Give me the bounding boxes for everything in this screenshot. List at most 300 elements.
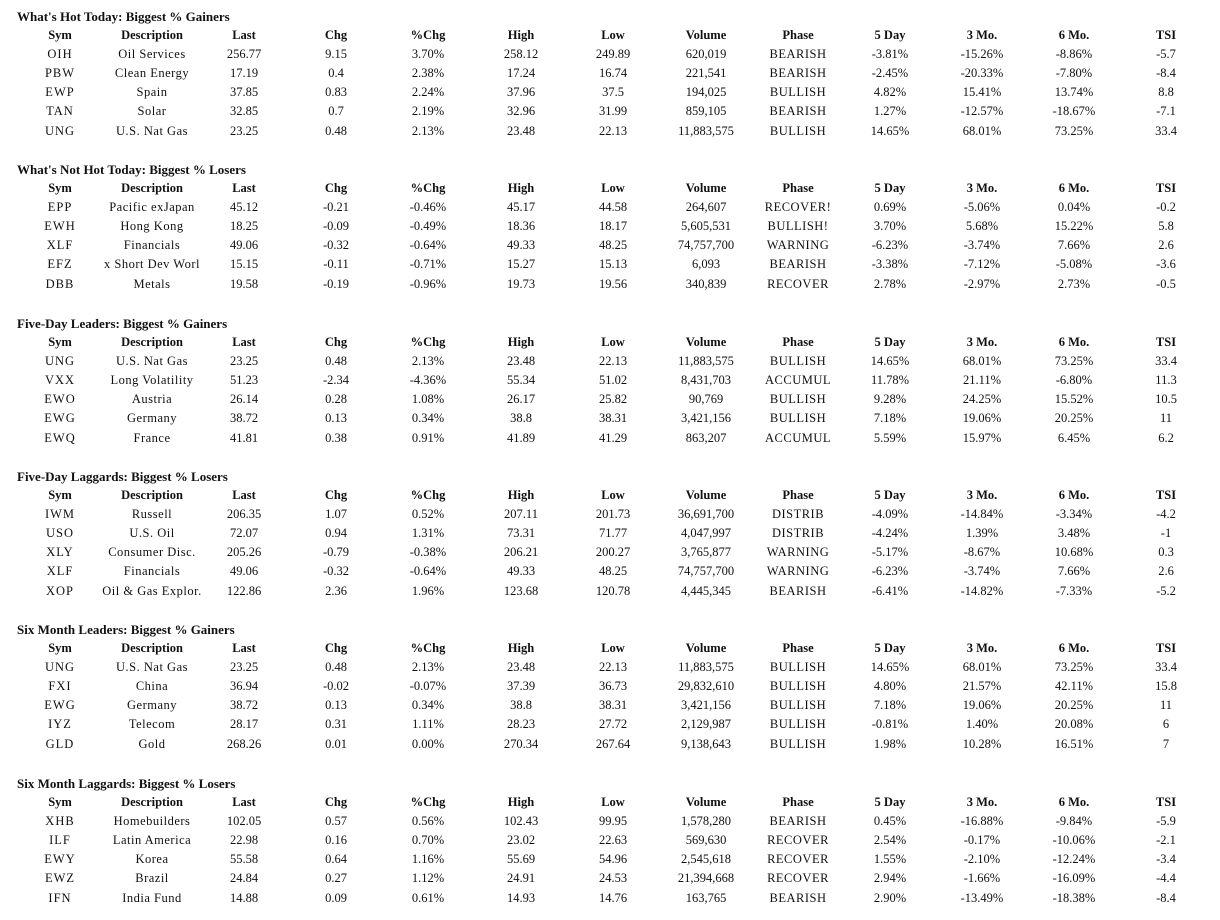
- cell-description: U.S. Nat Gas: [116, 123, 188, 138]
- cell-chg: 0.28: [325, 392, 347, 407]
- cell-six-month: 13.74%: [1054, 85, 1094, 100]
- column-header-tsi: TSI: [1155, 488, 1177, 502]
- column-header-pct-chg: %Chg: [410, 181, 446, 195]
- table-row: [0, 255, 1220, 274]
- cell-description: Homebuilders: [113, 814, 191, 828]
- table-row: [0, 236, 1220, 255]
- cell-tsi: 2.6: [1158, 238, 1174, 253]
- column-header-five-day: 5 Day: [874, 641, 906, 655]
- cell-volume: 11,883,575: [678, 354, 734, 368]
- cell-phase: BULLISH: [769, 85, 827, 100]
- cell-pct-chg: -0.49%: [409, 219, 447, 234]
- cell-last: 37.85: [229, 85, 259, 100]
- cell-pct-chg: -0.71%: [409, 257, 447, 272]
- cell-phase: DISTRIB: [771, 526, 825, 541]
- cell-high: 41.89: [506, 430, 536, 445]
- cell-chg: 1.07: [325, 507, 347, 521]
- cell-five-day: 0.69%: [873, 200, 907, 214]
- cell-six-month: 20.25%: [1054, 411, 1094, 426]
- cell-three-month: -8.67%: [963, 545, 1001, 560]
- cell-sym: DBB: [45, 276, 75, 291]
- column-header-description: Description: [121, 335, 183, 349]
- cell-volume: 340,839: [685, 276, 727, 291]
- table-header-row: [0, 179, 1220, 198]
- cell-phase: BEARISH: [769, 814, 827, 828]
- column-header-tsi: TSI: [1155, 795, 1177, 809]
- table-row: [0, 696, 1220, 715]
- cell-last: 17.19: [229, 66, 259, 81]
- cell-sym: EWP: [45, 85, 75, 100]
- cell-five-day: 1.98%: [873, 736, 907, 751]
- cell-sym: IFN: [48, 890, 72, 905]
- cell-five-day: -3.81%: [871, 47, 909, 61]
- cell-last: 49.06: [229, 238, 259, 253]
- cell-last: 41.81: [229, 430, 259, 445]
- cell-sym: EWZ: [44, 871, 76, 886]
- column-header-six-month: 6 Mo.: [1058, 488, 1090, 502]
- cell-volume: 859,105: [685, 104, 727, 119]
- cell-last: 23.25: [229, 354, 259, 368]
- cell-low: 54.96: [598, 852, 628, 867]
- cell-volume: 11,883,575: [678, 660, 734, 674]
- table-row: [0, 889, 1220, 908]
- cell-low: 25.82: [598, 392, 628, 407]
- cell-chg: 0.09: [325, 890, 347, 905]
- cell-pct-chg: 0.56%: [411, 814, 445, 828]
- table-row: [0, 812, 1220, 831]
- cell-low: 267.64: [595, 736, 631, 751]
- cell-last: 24.84: [229, 871, 259, 886]
- cell-volume: 221,541: [685, 66, 727, 81]
- column-header-volume: Volume: [685, 641, 727, 655]
- cell-volume: 5,605,531: [681, 219, 731, 234]
- column-header-volume: Volume: [685, 181, 727, 195]
- column-header-sym: Sym: [48, 181, 72, 195]
- cell-last: 36.94: [229, 679, 259, 694]
- cell-volume: 264,607: [685, 200, 727, 214]
- cell-pct-chg: 0.52%: [411, 507, 445, 521]
- cell-low: 22.13: [598, 123, 628, 138]
- cell-six-month: 73.25%: [1054, 660, 1094, 674]
- cell-five-day: 3.70%: [873, 219, 907, 234]
- cell-chg: 0.01: [325, 736, 347, 751]
- cell-six-month: 20.25%: [1054, 698, 1094, 713]
- cell-sym: ILF: [49, 833, 71, 848]
- column-header-low: Low: [601, 28, 625, 42]
- cell-last: 206.35: [226, 507, 262, 521]
- cell-low: 18.17: [598, 219, 628, 234]
- column-header-low: Low: [601, 181, 625, 195]
- cell-low: 37.5: [602, 85, 624, 100]
- column-header-description: Description: [121, 28, 183, 42]
- cell-six-month: 6.45%: [1057, 430, 1091, 445]
- cell-tsi: -5.9: [1156, 814, 1176, 828]
- cell-tsi: -8.4: [1156, 890, 1176, 905]
- table-row: [0, 198, 1220, 217]
- cell-tsi: 2.6: [1158, 564, 1174, 579]
- table-row: [0, 122, 1220, 141]
- cell-last: 49.06: [229, 564, 259, 579]
- cell-six-month: -5.08%: [1055, 257, 1093, 272]
- cell-tsi: -7.1: [1156, 104, 1176, 119]
- cell-description: China: [135, 679, 169, 694]
- cell-tsi: 11.3: [1155, 373, 1177, 388]
- column-header-description: Description: [121, 641, 183, 655]
- cell-pct-chg: 1.11%: [412, 717, 444, 732]
- cell-tsi: 10.5: [1155, 392, 1177, 407]
- table-row: [0, 850, 1220, 869]
- column-header-six-month: 6 Mo.: [1058, 641, 1090, 655]
- table-header-row: [0, 639, 1220, 658]
- cell-phase: RECOVER: [767, 276, 829, 291]
- cell-high: 37.39: [506, 679, 536, 694]
- cell-description: Latin America: [112, 833, 192, 848]
- cell-tsi: 5.8: [1158, 219, 1174, 234]
- cell-last: 268.26: [226, 736, 262, 751]
- cell-six-month: -3.34%: [1055, 507, 1093, 521]
- cell-phase: BULLISH: [769, 660, 827, 674]
- cell-pct-chg: 0.34%: [411, 698, 445, 713]
- cell-sym: XLF: [46, 238, 74, 253]
- cell-five-day: -0.81%: [871, 717, 909, 732]
- cell-chg: 0.31: [325, 717, 347, 732]
- column-header-phase: Phase: [782, 28, 814, 42]
- column-header-high: High: [507, 488, 535, 502]
- cell-three-month: -20.33%: [960, 66, 1004, 81]
- cell-last: 15.15: [229, 257, 259, 272]
- column-header-last: Last: [232, 641, 256, 655]
- column-header-last: Last: [232, 181, 256, 195]
- cell-high: 32.96: [506, 104, 536, 119]
- cell-phase: RECOVER: [767, 871, 829, 886]
- cell-last: 23.25: [229, 123, 259, 138]
- cell-pct-chg: 0.00%: [411, 736, 445, 751]
- column-header-pct-chg: %Chg: [410, 28, 446, 42]
- cell-tsi: 33.4: [1155, 123, 1177, 138]
- cell-description: Clean Energy: [114, 66, 190, 81]
- cell-sym: EWO: [44, 392, 76, 407]
- column-header-pct-chg: %Chg: [410, 335, 446, 349]
- cell-five-day: 4.82%: [873, 85, 907, 100]
- column-header-six-month: 6 Mo.: [1058, 181, 1090, 195]
- cell-phase: BEARISH: [769, 104, 827, 119]
- cell-phase: BEARISH: [769, 890, 827, 905]
- table-row: [0, 390, 1220, 409]
- cell-three-month: -15.26%: [960, 47, 1004, 61]
- cell-six-month: 20.08%: [1054, 717, 1094, 732]
- cell-tsi: 33.4: [1155, 354, 1177, 368]
- column-header-six-month: 6 Mo.: [1058, 335, 1090, 349]
- cell-sym: EWG: [44, 698, 76, 713]
- cell-volume: 4,047,997: [681, 526, 731, 541]
- cell-five-day: 7.18%: [873, 698, 907, 713]
- cell-tsi: -1: [1160, 526, 1172, 541]
- cell-volume: 3,421,156: [681, 411, 731, 426]
- cell-phase: WARNING: [766, 545, 830, 560]
- cell-six-month: -18.38%: [1052, 890, 1096, 905]
- cell-sym: UNG: [44, 354, 76, 368]
- cell-three-month: -1.66%: [963, 871, 1001, 886]
- column-header-last: Last: [232, 795, 256, 809]
- cell-high: 123.68: [503, 583, 539, 598]
- cell-low: 38.31: [598, 698, 628, 713]
- cell-description: U.S. Oil: [129, 526, 175, 541]
- column-header-high: High: [507, 181, 535, 195]
- cell-pct-chg: 2.13%: [411, 123, 445, 138]
- cell-tsi: -5.7: [1156, 47, 1176, 61]
- cell-description: Long Volatility: [110, 373, 194, 388]
- cell-six-month: 16.51%: [1054, 736, 1094, 751]
- cell-five-day: -5.17%: [871, 545, 909, 560]
- table-row: [0, 505, 1220, 524]
- cell-five-day: 2.78%: [873, 276, 907, 291]
- cell-low: 48.25: [598, 238, 628, 253]
- cell-volume: 21,394,668: [677, 871, 735, 886]
- column-header-six-month: 6 Mo.: [1058, 28, 1090, 42]
- cell-sym: EWH: [44, 219, 76, 234]
- cell-pct-chg: 2.38%: [411, 66, 445, 81]
- cell-description: Pacific exJapan: [109, 200, 195, 214]
- cell-sym: EWY: [44, 852, 76, 867]
- cell-phase: BULLISH: [769, 698, 827, 713]
- cell-three-month: 68.01%: [962, 660, 1002, 674]
- table-row: [0, 543, 1220, 562]
- cell-description: Financials: [123, 564, 181, 579]
- cell-six-month: 0.04%: [1057, 200, 1091, 214]
- cell-sym: EWQ: [44, 430, 76, 445]
- table-header-row: [0, 333, 1220, 352]
- cell-sym: UNG: [44, 123, 76, 138]
- cell-low: 36.73: [598, 679, 628, 694]
- cell-pct-chg: -4.36%: [409, 373, 447, 388]
- cell-last: 28.17: [229, 717, 259, 732]
- cell-phase: BULLISH!: [767, 219, 829, 234]
- cell-phase: BEARISH: [769, 257, 827, 272]
- cell-three-month: -7.12%: [963, 257, 1001, 272]
- cell-chg: 0.83: [325, 85, 347, 100]
- cell-low: 200.27: [595, 545, 631, 560]
- cell-last: 205.26: [226, 545, 262, 560]
- cell-pct-chg: 1.16%: [411, 852, 445, 867]
- cell-high: 14.93: [506, 890, 536, 905]
- cell-last: 18.25: [229, 219, 259, 234]
- cell-pct-chg: -0.64%: [409, 238, 447, 253]
- section-title: Five-Day Leaders: Biggest % Gainers: [17, 316, 228, 331]
- cell-chg: 0.27: [325, 871, 347, 886]
- cell-high: 49.33: [506, 238, 536, 253]
- cell-tsi: -4.4: [1156, 871, 1176, 886]
- section-title: What's Hot Today: Biggest % Gainers: [17, 9, 230, 24]
- column-header-five-day: 5 Day: [874, 335, 906, 349]
- cell-description: U.S. Nat Gas: [116, 660, 188, 674]
- cell-pct-chg: -0.96%: [409, 276, 447, 291]
- cell-chg: -0.79: [322, 545, 350, 560]
- cell-high: 207.11: [504, 507, 538, 521]
- cell-high: 206.21: [503, 545, 539, 560]
- cell-three-month: -14.82%: [960, 583, 1004, 598]
- table-row: [0, 371, 1220, 390]
- column-header-low: Low: [601, 795, 625, 809]
- column-header-tsi: TSI: [1155, 28, 1177, 42]
- cell-three-month: 10.28%: [962, 736, 1002, 751]
- column-header-description: Description: [121, 181, 183, 195]
- table-header-row: [0, 26, 1220, 45]
- cell-pct-chg: 0.91%: [411, 430, 445, 445]
- cell-five-day: 5.59%: [873, 430, 907, 445]
- cell-phase: BEARISH: [769, 583, 827, 598]
- cell-five-day: -4.24%: [871, 526, 909, 541]
- table-header-row: [0, 793, 1220, 812]
- cell-tsi: -3.4: [1156, 852, 1176, 867]
- cell-sym: VXX: [44, 373, 76, 388]
- table-row: [0, 582, 1220, 601]
- column-header-tsi: TSI: [1155, 641, 1177, 655]
- table-header-row: [0, 486, 1220, 505]
- cell-low: 22.63: [598, 833, 628, 848]
- cell-high: 23.02: [506, 833, 536, 848]
- table-row: [0, 217, 1220, 236]
- cell-five-day: 4.80%: [873, 679, 907, 694]
- cell-volume: 4,445,345: [681, 583, 731, 598]
- table-row: [0, 409, 1220, 428]
- cell-last: 256.77: [226, 47, 262, 61]
- cell-last: 45.12: [229, 200, 259, 214]
- cell-five-day: -3.38%: [871, 257, 909, 272]
- cell-phase: BULLISH: [769, 679, 827, 694]
- cell-volume: 1,578,280: [681, 814, 731, 828]
- cell-pct-chg: 2.19%: [411, 104, 445, 119]
- table-row: [0, 275, 1220, 294]
- cell-low: 71.77: [598, 526, 628, 541]
- cell-sym: XLY: [46, 545, 74, 560]
- cell-tsi: -8.4: [1156, 66, 1176, 81]
- cell-six-month: -9.84%: [1055, 814, 1093, 828]
- column-header-five-day: 5 Day: [874, 28, 906, 42]
- cell-last: 38.72: [229, 698, 259, 713]
- column-header-high: High: [507, 641, 535, 655]
- cell-description: Spain: [136, 85, 168, 100]
- cell-tsi: -0.2: [1156, 200, 1176, 214]
- cell-high: 23.48: [506, 660, 536, 674]
- cell-low: 24.53: [598, 871, 628, 886]
- cell-description: Metals: [133, 276, 171, 291]
- cell-pct-chg: 2.13%: [411, 354, 445, 368]
- section-title: Six Month Laggards: Biggest % Losers: [17, 776, 236, 791]
- table-row: [0, 102, 1220, 121]
- column-header-sym: Sym: [48, 28, 72, 42]
- cell-six-month: 15.52%: [1054, 392, 1094, 407]
- cell-sym: EPP: [47, 200, 73, 214]
- cell-pct-chg: -0.46%: [409, 200, 447, 214]
- cell-volume: 569,630: [685, 833, 727, 848]
- column-header-three-month: 3 Mo.: [966, 335, 998, 349]
- column-header-chg: Chg: [324, 181, 348, 195]
- column-header-last: Last: [232, 335, 256, 349]
- cell-description: Gold: [138, 736, 166, 751]
- column-header-low: Low: [601, 641, 625, 655]
- column-header-chg: Chg: [324, 795, 348, 809]
- cell-tsi: -0.5: [1156, 276, 1176, 291]
- cell-high: 15.27: [506, 257, 536, 272]
- cell-phase: BULLISH: [769, 411, 827, 426]
- cell-last: 55.58: [229, 852, 259, 867]
- cell-chg: -0.19: [322, 276, 350, 291]
- column-header-phase: Phase: [782, 181, 814, 195]
- cell-chg: -0.11: [323, 257, 349, 272]
- cell-six-month: 42.11%: [1054, 679, 1094, 694]
- cell-pct-chg: 1.08%: [411, 392, 445, 407]
- cell-three-month: 68.01%: [962, 123, 1002, 138]
- cell-low: 201.73: [595, 507, 631, 521]
- cell-last: 14.88: [229, 890, 259, 905]
- cell-three-month: -13.49%: [960, 890, 1004, 905]
- cell-chg: 0.48: [325, 660, 347, 674]
- cell-pct-chg: 1.96%: [411, 583, 445, 598]
- cell-low: 99.95: [598, 814, 628, 828]
- cell-low: 22.13: [598, 660, 628, 674]
- cell-six-month: 73.25%: [1054, 354, 1094, 368]
- cell-low: 19.56: [598, 276, 628, 291]
- table-row: [0, 45, 1220, 64]
- cell-volume: 29,832,610: [677, 679, 735, 694]
- cell-sym: USO: [45, 526, 75, 541]
- column-header-tsi: TSI: [1155, 335, 1177, 349]
- cell-six-month: -16.09%: [1052, 871, 1096, 886]
- column-header-low: Low: [601, 488, 625, 502]
- cell-sym: EWG: [44, 411, 76, 426]
- column-header-pct-chg: %Chg: [410, 488, 446, 502]
- cell-description: Hong Kong: [120, 219, 184, 234]
- cell-pct-chg: 0.70%: [411, 833, 445, 848]
- cell-sym: PBW: [44, 66, 76, 81]
- cell-chg: 0.48: [325, 123, 347, 138]
- cell-chg: 9.15: [325, 47, 347, 61]
- column-header-last: Last: [232, 488, 256, 502]
- cell-five-day: 2.94%: [873, 871, 907, 886]
- cell-volume: 3,765,877: [681, 545, 731, 560]
- column-header-chg: Chg: [324, 488, 348, 502]
- cell-tsi: 15.8: [1155, 679, 1177, 694]
- cell-three-month: 15.97%: [962, 430, 1002, 445]
- cell-high: 49.33: [506, 564, 536, 579]
- column-header-sym: Sym: [48, 488, 72, 502]
- column-header-pct-chg: %Chg: [410, 795, 446, 809]
- cell-volume: 90,769: [688, 392, 724, 407]
- column-header-phase: Phase: [782, 488, 814, 502]
- cell-last: 72.07: [229, 526, 259, 541]
- cell-three-month: -3.74%: [963, 564, 1001, 579]
- cell-low: 16.74: [598, 66, 628, 81]
- cell-description: Germany: [126, 698, 178, 713]
- cell-phase: BEARISH: [769, 47, 827, 61]
- cell-phase: ACCUMUL: [764, 373, 832, 388]
- section-title: What's Not Hot Today: Biggest % Losers: [17, 162, 246, 177]
- cell-high: 258.12: [503, 47, 539, 61]
- table-row: [0, 677, 1220, 696]
- table-row: [0, 352, 1220, 371]
- cell-volume: 194,025: [685, 85, 727, 100]
- cell-three-month: -0.17%: [963, 833, 1001, 848]
- cell-high: 23.48: [506, 354, 536, 368]
- cell-five-day: -4.09%: [871, 507, 909, 521]
- column-header-high: High: [507, 795, 535, 809]
- column-header-sym: Sym: [48, 335, 72, 349]
- cell-tsi: 11: [1159, 698, 1173, 713]
- cell-five-day: 14.65%: [870, 660, 910, 674]
- cell-chg: 0.38: [325, 430, 347, 445]
- cell-six-month: -6.80%: [1055, 373, 1093, 388]
- cell-last: 32.85: [229, 104, 259, 119]
